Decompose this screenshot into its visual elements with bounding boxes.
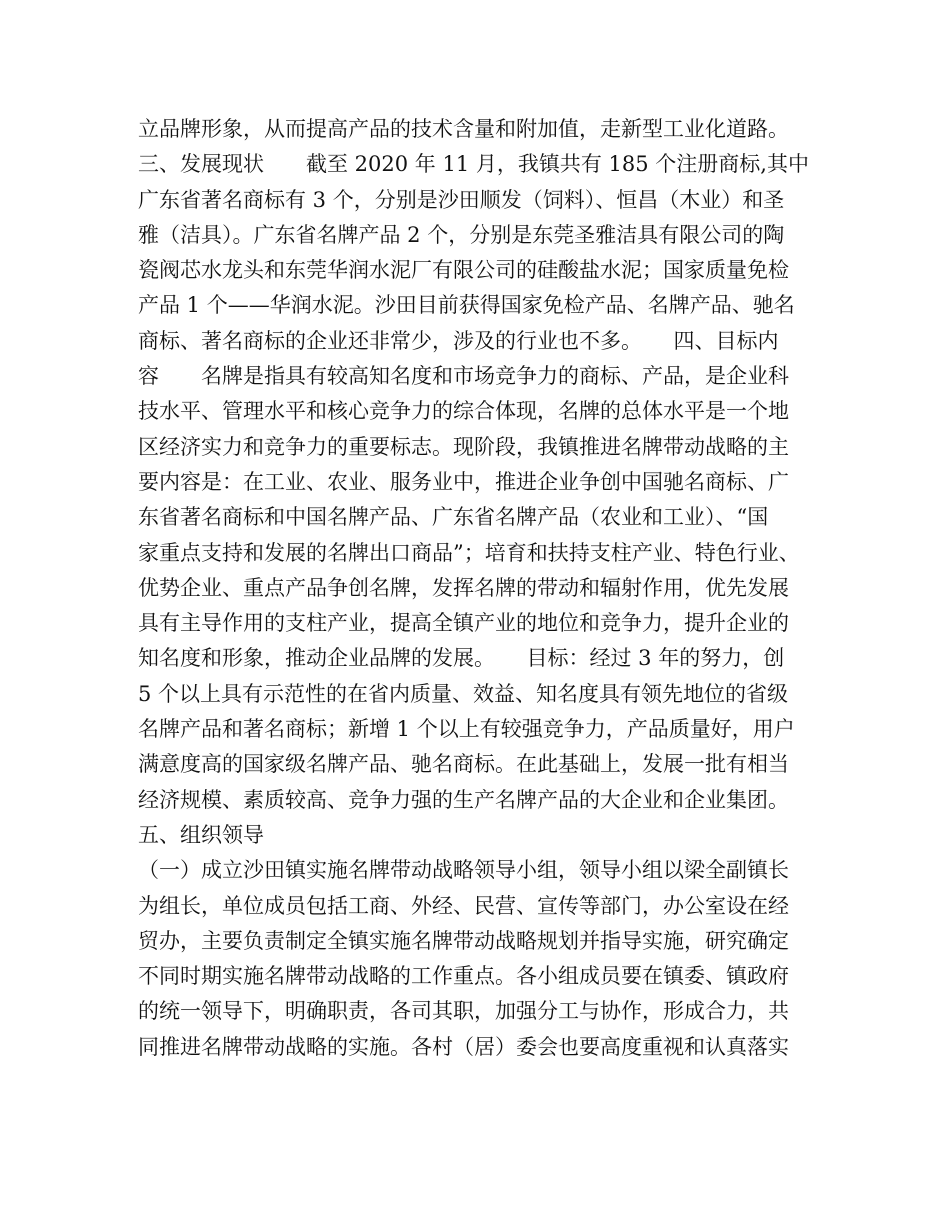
text-line: 产品 1 个——华润水泥。沙田目前获得国家免检产品、名牌产品、驰名 [138,293,795,318]
text-line: 区经济实力和竞争力的重要标志。现阶段，我镇推进名牌带动战略的主 [138,434,789,459]
section-heading: 五、组织领导 [138,822,264,847]
text-line: （一）成立沙田镇实施名牌带动战略领导小组，领导小组以梁全副镇长 [138,858,789,883]
text-line: 优势企业、重点产品争创名牌，发挥名牌的带动和辐射作用，优先发展 [138,575,789,600]
text-line: 立品牌形象，从而提高产品的技术含量和附加值，走新型工业化道路。 [138,117,789,141]
text-line: 广东省著名商标有 3 个，分别是沙田顺发（饲料）、恒昌（木业）和圣 [138,187,785,212]
text-line: 贸办，主要负责制定全镇实施名牌带动战略规划并指导实施，研究确定 [138,928,789,953]
text-line: 三、发展现状 截至 2020 年 11 月，我镇共有 185 个注册商标,其中 [138,152,809,177]
text-line: 知名度和形象，推动企业品牌的发展。 目标：经过 3 年的努力，创 [138,646,785,671]
text-line: 商标、著名商标的企业还非常少，涉及的行业也不多。 四、目标内 [138,328,779,353]
text-line: 为组长，单位成员包括工商、外经、民营、宣传等部门，办公室设在经 [138,893,789,918]
text-line: 满意度高的国家级名牌产品、驰名商标。在此基础上，发展一批有相当 [138,752,789,777]
text-line: 同推进名牌带动战略的实施。各村（居）委会也要高度重视和认真落实 [138,1034,789,1059]
text-line: 具有主导作用的支柱产业，提高全镇产业的地位和竞争力，提升企业的 [138,611,789,636]
text-line: 名牌产品和著名商标；新增 1 个以上有较强竞争力，产品质量好，用户 [138,717,795,742]
text-line: 技水平、管理水平和核心竞争力的综合体现，名牌的总体水平是一个地 [138,399,789,424]
text-line: 5 个以上具有示范性的在省内质量、效益、知名度具有领先地位的省级 [138,681,789,706]
text-line: 雅（洁具）。广东省名牌产品 2 个，分别是东莞圣雅洁具有限公司的陶 [138,222,785,247]
text-line: 瓷阀芯水龙头和东莞华润水泥厂有限公司的硅酸盐水泥；国家质量免检 [138,258,789,283]
text-line: 经济规模、素质较高、竞争力强的生产名牌产品的大企业和企业集团。 [138,787,789,812]
text-line: 的统一领导下，明确职责，各司其职，加强分工与协作，形成合力，共 [138,999,789,1024]
body-text [138,112,838,1065]
text-line: 要内容是：在工业、农业、服务业中，推进企业争创中国驰名商标、广 [138,469,789,494]
text-line: 不同时期实施名牌带动战略的工作重点。各小组成员要在镇委、镇政府 [138,964,789,989]
text-line: 家重点支持和发展的名牌出口商品”；培育和扶持支柱产业、特色行业、 [138,540,800,565]
text-line: 东省著名商标和中国名牌产品、广东省名牌产品（农业和工业）、“国 [138,505,769,530]
text-line: 容 名牌是指具有较高知名度和市场竞争力的商标、产品，是企业科 [138,364,789,389]
